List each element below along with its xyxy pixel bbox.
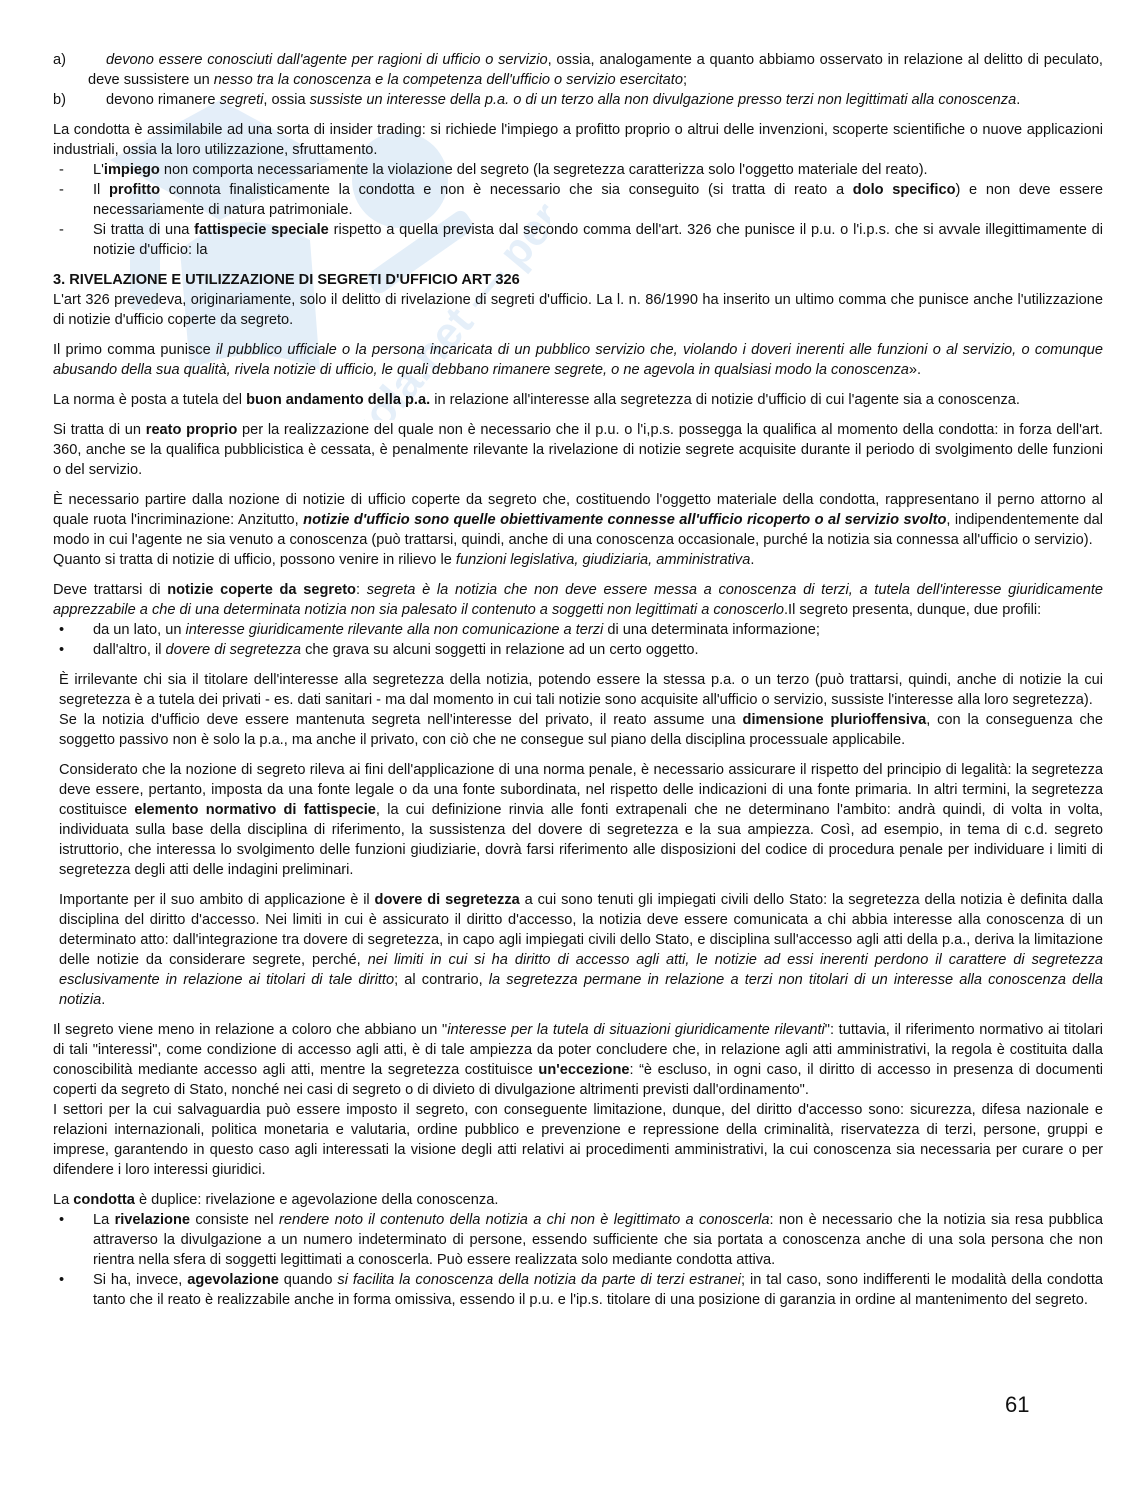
list-item — [53, 620, 1103, 640]
paragraph-condotta-duplice: La condotta è duplice: rivelazione e agevolazione della conoscenza. — [53, 1192, 499, 1208]
paragraph-dovere-segretezza: Importante per il suo ambito di applicazione è il dovere di segretezza a cui sono tenuti gli impiegati civili dello Stato: la segretezza della notizia è definita dalla disciplina del diritto d'accesso. Nei limiti in cui è assicurato il diritto d'accesso, la notizia deve essere comunicata a chi abbia interesse alla conoscenza di un determinato atto: dall'integrazione tra dovere di segretezza, in capo agli impiegati civili dello Stato, e disciplina sull'accesso agli atti della p.a., deriva la limitazione delle notizie da considerare segrete, perché, nei limiti in cui si ha diritto di accesso agli atti, le notizie ad essi inerenti perdono il carattere di segretezza esclusivamente in relazione ai titolari di tale diritto; al contrario, la segretezza permane in relazione a terzi non titolari di un interesse alla conoscenza della notizia. — [59, 892, 1103, 1008]
paragraph-funzioni: Quanto si tratta di notizie di ufficio, possono venire in rilievo le funzioni legislativa, giudiziaria, amministrativa. — [53, 552, 755, 568]
list-text: L'impiego non comporta necessariamente la violazione del segreto (la segretezza caratterizza solo l'oggetto materiale del reato). — [93, 162, 928, 178]
list-text: Il profitto connota finalisticamente la condotta e non è necessario che sia conseguito (si tratta di reato a dolo specifico) e non deve essere necessariamente di natura patrimoniale. — [93, 182, 1103, 218]
list-item-agevolazione — [53, 1270, 1103, 1310]
list-item-a — [53, 50, 1103, 90]
paragraph-primo-comma: Il primo comma punisce il pubblico ufficiale o la persona incaricata di un pubblico servizio che, violando i doveri inerenti alle funzioni o al servizio, o comunque abusando della sua qualità, rivela notizie di ufficio, le quali debbano rimanere segrete, o ne agevola in qualsiasi modo la conoscenza». — [53, 342, 1104, 378]
bullet-marker: • — [59, 622, 65, 638]
list-text: Si ha, invece, agevolazione quando si facilita la conoscenza della notizia da parte di terzi estranei; in tal caso, sono indifferenti le modalità della condotta tanto che il reato è realizzabile anche in forma omissiva, essendo il p.u. e l'ip.s. titolare di una posizione di garanzia in ordine al mantenimento del segreto. — [93, 1272, 1104, 1308]
paragraph-reato-proprio: Si tratta di un reato proprio per la realizzazione del quale non è necessario che il p.u. o l'i,p.s. possegga la qualifica al momento della condotta: in forza dell'art. 360, anche se la qualifica pubblicistica è cessata, è penalmente rilevante la rivelazione di notizie segrete acquisite durante il periodo di svolgimento delle funzioni o del servizio. — [53, 422, 1103, 478]
list-item — [53, 640, 1103, 660]
watermark-text: Skuola.net — per studenti — [302, 52, 550, 420]
list-marker: a) — [53, 52, 66, 68]
paragraph-art326: L'art 326 prevedeva, originariamente, solo il delitto di rivelazione di segreti d'ufficio. La l. n. 86/1990 ha inserito un ultimo comma che punisce anche l'utilizzazione di notizie d'ufficio coperte da segreto. — [53, 292, 1103, 328]
bullet-marker: • — [59, 1272, 65, 1288]
page-number: 61 — [1005, 1392, 1030, 1417]
dash-marker: - — [59, 162, 64, 178]
list-marker: b) — [53, 92, 66, 108]
list-item — [53, 160, 1103, 180]
requirements-list — [53, 50, 1103, 110]
bullet-marker: • — [59, 1212, 65, 1228]
dash-marker: - — [59, 182, 64, 198]
condotta-list — [53, 1210, 1103, 1310]
dash-marker: - — [59, 222, 64, 238]
dash-list — [53, 160, 1103, 260]
list-item-b — [53, 90, 1103, 110]
profili-list — [53, 620, 1103, 660]
paragraph-irrilevante: È irrilevante chi sia il titolare dell'interesse alla segretezza della notizia, potendo essere la stessa p.a. o un terzo (può trattarsi, quindi, anche di notizie la cui segretezza è a tutela dei privati - es. dati sanitari - ma dal momento in cui tali notizie sono acquisite all'ufficio o servizio, sussiste l'interesse alla loro segretezza). — [59, 672, 1103, 708]
paragraph-insider-trading: La condotta è assimilabile ad una sorta di insider trading: si richiede l'impiego a profitto proprio o altrui delle invenzioni, scoperte scientifiche o nuove applicazioni industriali, ossia la loro utilizzazione, sfruttamento. — [53, 122, 1103, 158]
bullet-marker: • — [59, 642, 65, 658]
list-item — [53, 180, 1103, 220]
paragraph-plurioffensiva: Se la notizia d'ufficio deve essere mantenuta segreta nell'interesse del privato, il reato assume una dimensione plurioffensiva, con la conseguenza che soggetto passivo non è solo la p.a., ma anche il privato, con ciò che ne consegue sul piano della disciplina processuale applicabile. — [59, 712, 1103, 748]
list-text: dall'altro, il dovere di segretezza che grava su alcuni soggetti in relazione ad un certo oggetto. — [93, 642, 699, 658]
list-text: devono rimanere segreti, ossia sussiste un interesse della p.a. o di un terzo alla non divulgazione presso terzi non legittimati alla conoscenza. — [106, 92, 1021, 108]
section-heading: 3. RIVELAZIONE E UTILIZZAZIONE DI SEGRETI D'UFFICIO ART 326 — [53, 272, 520, 288]
list-text: da un lato, un interesse giuridicamente rilevante alla non comunicazione a terzi di una determinata informazione; — [93, 622, 820, 638]
document-page — [53, 50, 1103, 1310]
paragraph-norma: La norma è posta a tutela del buon andamento della p.a. in relazione all'interesse alla segretezza di notizie d'ufficio di cui l'agente sia a conoscenza. — [53, 392, 1020, 408]
paragraph-coperte-da-segreto: Deve trattarsi di notizie coperte da segreto: segreta è la notizia che non deve essere messa a conoscenza di terzi, a tutela dell'interesse giuridicamente apprezzabile a che di una determinata notizia non sia palesato il contenuto a soggetti non legittimati a conoscerlo.Il segreto presenta, dunque, due profili: — [53, 582, 1104, 618]
paragraph-legalita: Considerato che la nozione di segreto rileva ai fini dell'applicazione di una norma penale, è necessario assicurare il rispetto del principio di legalità: la segretezza deve essere, pertanto, imposta da una fonte legale o da una fonte subordinata, nel rispetto delle indicazioni di una fonte primaria. In altri termini, la segretezza costituisce elemento normativo di fattispecie, la cui definizione rinvia alle fonti extrapenali che ne determinano l'ambito: andrà quindi, di volta in volta, individuata sulla base della disciplina di riferimento, la sussistenza del dovere di segretezza e la sua ampiezza. Così, ad esempio, in tema di c.d. segreto istruttorio, che interessa lo svolgimento delle funzioni giudiziarie, dovrà farsi riferimento alle disposizioni del codice di procedura penale per individuare i limiti di segretezza degli atti delle indagini preliminari. — [59, 762, 1104, 878]
list-item — [53, 220, 1103, 260]
paragraph-settori: I settori per la cui salvaguardia può essere imposto il segreto, con conseguente limitazione, dunque, del diritto d'accesso sono: sicurezza, difesa nazionale e relazioni internazionali, politica monetaria e valutaria, ordine pubblico e prevenzione e repressione della criminalità, riservatezza di terzi, persone, gruppi e imprese, garantendo in questo caso agli interessati la visione degli atti relativi ai procedimenti amministrativi, la cui conoscenza sia necessaria per curare o per difendere i loro interessi giuridici. — [53, 1102, 1103, 1178]
list-item-rivelazione — [53, 1210, 1103, 1270]
list-text: Si tratta di una fattispecie speciale rispetto a quella prevista dal secondo comma dell'art. 326 che punisce il p.u. o l'i.p.s. che si avvale illegittimamente di notizie d'ufficio: la — [93, 222, 1103, 258]
paragraph-segreto-viene-meno: Il segreto viene meno in relazione a coloro che abbiano un "interesse per la tutela di situazioni giuridicamente rilevanti": tuttavia, il riferimento normativo ai titolari di tali "interessi", come condizione di accesso agli atti, è di tale ampiezza da poter concludere che, in relazione agli atti amministrativi, la regola è costituita dalla conoscibilità mediante accesso agli atti, mentre la segretezza costituisce un'eccezione: “è escluso, in ogni caso, il diritto di accesso in presenza di documenti coperti da segreto di Stato, nonché nei casi di segreto o di divieto di divulgazione altrimenti previsti dall'ordinamento". — [53, 1022, 1103, 1098]
list-text: devono essere conosciuti dall'agente per ragioni di ufficio o servizio, ossia, analogamente a quanto abbiamo osservato in relazione al delitto di peculato, deve sussistere un nesso tra la conoscenza e la competenza dell'ufficio o servizio esercitato; — [88, 52, 1103, 88]
list-text: La rivelazione consiste nel rendere noto il contenuto della notizia a chi non è legittimato a conoscerla: non è necessario che la notizia sia resa pubblica attraverso la divulgazione a un numero indeterminato di persone, essendo sufficiente che sia portata a conoscenza anche di una sola persona che non rientra nella sfera di soggetti legittimati a conoscerla. Può essere realizzata solo mediante condotta attiva. — [93, 1212, 1103, 1268]
paragraph-nozione: È necessario partire dalla nozione di notizie di ufficio coperte da segreto che, costituendo l'oggetto materiale della condotta, rappresentano il perno attorno al quale ruota l'incriminazione: Anzitutto, notizie d'ufficio sono quelle obiettivamente connesse all'ufficio ricoperto o al servizio svolto, indipendentemente dal modo in cui l'agente ne sia venuto a conoscenza (può trattarsi, quindi, anche di una conoscenza occasionale, purché la notizia sia connessa all'ufficio o servizio). — [53, 492, 1103, 548]
